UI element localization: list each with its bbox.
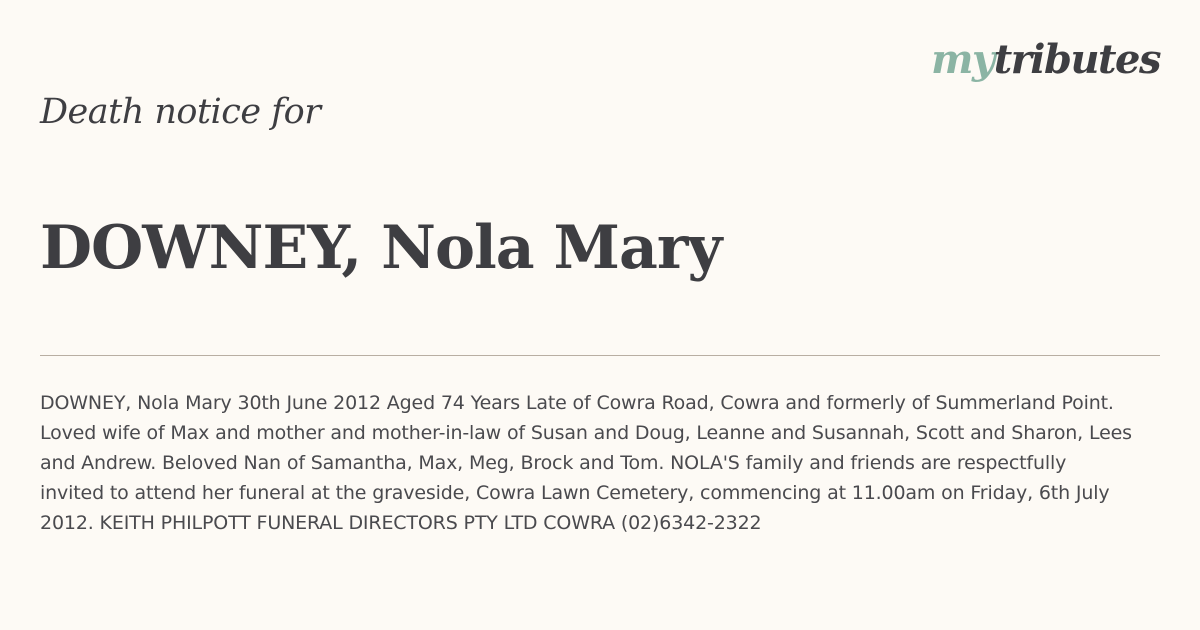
logo-part-my: my <box>931 36 994 83</box>
notice-line: and Andrew. Beloved Nan of Samantha, Max, Meg, Brock and Tom. NOLA'S family and friends are respectfully <box>40 452 1067 474</box>
notice-body <box>40 388 1200 538</box>
notice-line: invited to attend her funeral at the graveside, Cowra Lawn Cemetery, commencing at 11.00am on Friday, 6th July <box>40 482 1110 504</box>
deceased-name-title: DOWNEY, Nola Mary <box>40 213 722 283</box>
mytributes-logo[interactable] <box>931 34 1160 86</box>
notice-intro-heading: Death notice for <box>40 92 321 132</box>
logo-part-tributes: tributes <box>993 36 1160 83</box>
notice-line: 2012. KEITH PHILPOTT FUNERAL DIRECTORS PTY LTD COWRA (02)6342-2322 <box>40 512 762 534</box>
section-divider <box>40 355 1160 356</box>
notice-line: DOWNEY, Nola Mary 30th June 2012 Aged 74 Years Late of Cowra Road, Cowra and formerly of Summerland Point. <box>40 392 1114 414</box>
notice-line: Loved wife of Max and mother and mother-in-law of Susan and Doug, Leanne and Susannah, Scott and Sharon, Lees <box>40 422 1132 444</box>
